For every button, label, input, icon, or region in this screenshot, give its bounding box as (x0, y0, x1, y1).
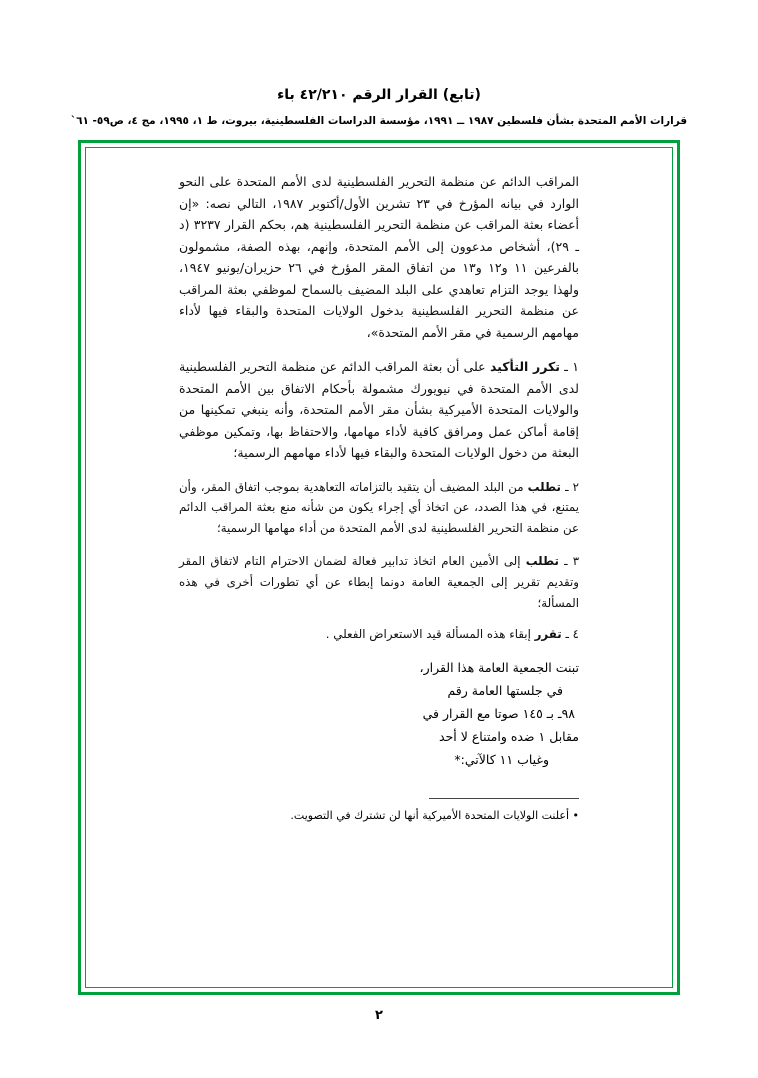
adoption-line-4: مقابل ١ ضده وامتناع لا أحد (439, 729, 579, 745)
clause-3-text: إلى الأمين العام اتخاذ تدابير فعالة لضمان الاحترام التام لاتفاق المقر وتقديم تقرير إلى الجمعية العامة دونما إبطاء عن أي تطورات أخرى في هذه المسألة؛ (179, 554, 579, 610)
clause-1-lead: تكرر التأكيد (489, 359, 560, 374)
footnote-text: • أعلنت الولايات المتحدة الأميركية أنها لن تشترك في التصويت. (290, 808, 579, 822)
adoption-line-5: وغياب ١١ كالآتي:* (454, 752, 549, 768)
document-body (117, 171, 641, 972)
clause-4-text: إبقاء هذه المسألة قيد الاستعراض الفعلي . (325, 627, 531, 642)
page-number: ٢ (375, 1008, 383, 1023)
adoption-line-3: ٩٨ـ بـ ١٤٥ صوتا مع القرار في (422, 706, 575, 722)
clause-3-number: ٣ ـ (564, 554, 580, 569)
clause-1-text: على أن بعثة المراقب الدائم عن منظمة التحرير الفلسطينية لدى الأمم المتحدة في نيويورك مشمولة بأحكام الاتفاق بين الأمم المتحدة والولايات المتحدة الأميركية بشأن مقر الأمم المتحدة، وأنه ينبغي تمكينها من إقامة أماكن عمل ومرافق كافية لأداء مهامها، والاحتفاظ بها، وتمكين موظفي البعثة من دخول الولايات المتحدة والبقاء فيها لأداء مهامهم الرسمية؛ (179, 359, 579, 460)
header-source-line: قرارات الأمم المتحدة بشأن فلسطين ١٩٨٧ ــ ١٩٩١، مؤسسة الدراسات الفلسطينية، بيروت، ط ١، ١٩٩٥، مج ٤، ص٥٩- ٦١` (70, 114, 688, 127)
adoption-line-1: تبنت الجمعية العامة هذا القرار، (419, 659, 579, 675)
clause-1 (179, 356, 579, 464)
clause-3 (179, 551, 579, 613)
clause-2-number: ٢ ـ (565, 479, 580, 494)
adoption-line-2: في جلستها العامة رقم (447, 683, 563, 699)
adoption-note (179, 656, 579, 772)
clause-4 (179, 624, 579, 645)
preamble-paragraph: المراقب الدائم عن منظمة التحرير الفلسطينية لدى الأمم المتحدة على النحو الوارد في بيانه المؤرخ في ٢٣ تشرين الأول/أكتوبر ١٩٨٧، التالي نصه: «إن أعضاء بعثة المراقب عن منظمة التحرير الفلسطينية هم، بحكم القرار ٣٢٣٧ (د ـ ٢٩)، أشخاص مدعوون إلى الأمم المتحدة، وإنهم، بهذه الصفة، مشمولون بالفرعين ١١ و١٢ و١٣ من اتفاق المقر المؤرخ في ٢٦ حزيران/يونيو ١٩٤٧، ولهذا يوجد التزام تعاهدي على البلد المضيف بالسماح لموظفي بعثة المراقب عن منظمة التحرير الفلسطينية بدخول الولايات المتحدة والبقاء فيها لأداء مهامهم الرسمية في مقر الأمم المتحدة»، (179, 174, 580, 340)
footnote-divider (429, 798, 579, 799)
header-title: (تابع) القرار الرقم ٤٢/٢١٠ باء (277, 87, 481, 103)
clause-3-lead: تطلب (525, 554, 559, 569)
clause-4-lead: تقرر (534, 627, 562, 642)
clause-2 (179, 477, 579, 539)
clause-2-lead: تطلب (527, 479, 561, 494)
clause-1-number: ١ ـ (564, 359, 579, 374)
clause-4-number: ٤ ـ (565, 627, 579, 642)
clause-2-text: من البلد المضيف أن يتقيد بالتزاماته التعاهدية بموجب اتفاق المقر، وأن يمتنع، في هذا الصدد، عن اتخاذ أي إجراء يكون من شأنه منع بعثة المراقب الدائم عن منظمة التحرير الفلسطينية لدى الأمم المتحدة من أداء مهامها الرسمية؛ (179, 479, 579, 535)
green-frame (78, 140, 680, 995)
page-header (0, 86, 758, 129)
